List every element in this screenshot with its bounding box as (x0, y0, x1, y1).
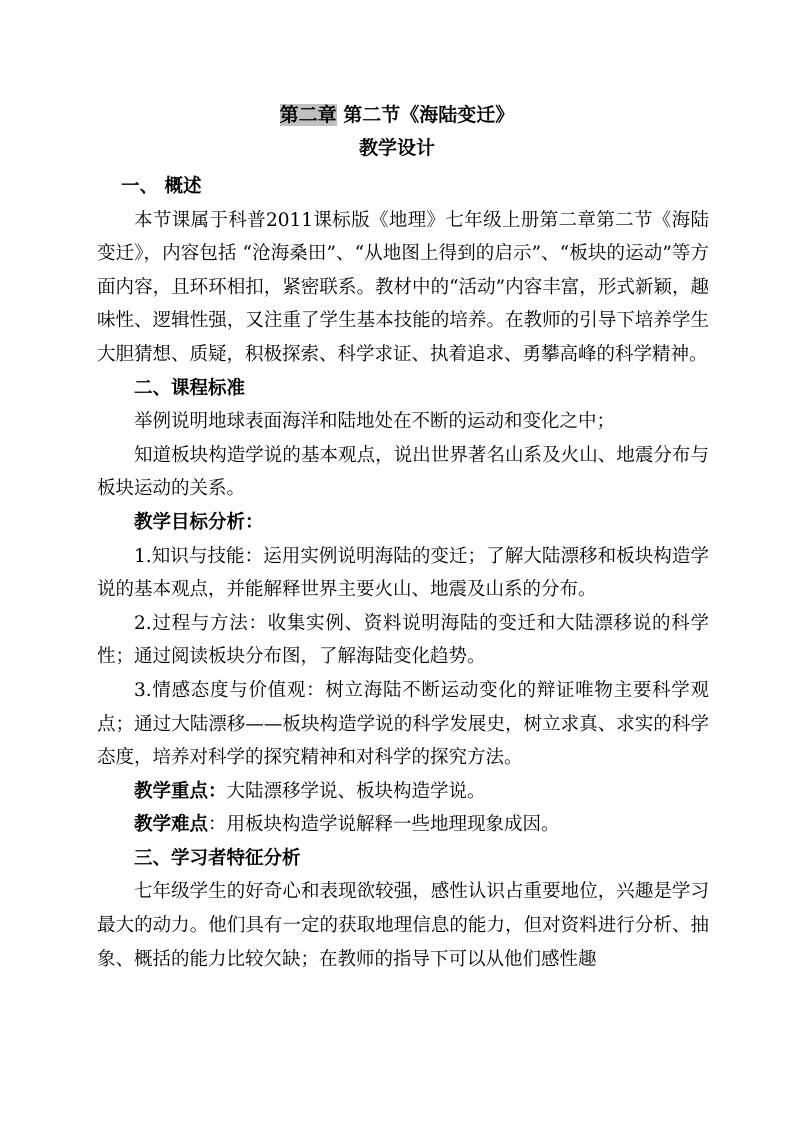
key-point-line (97, 775, 709, 809)
document-body (97, 170, 709, 976)
chapter-label: 第二章 (279, 104, 337, 126)
goal-item-2: 2.过程与方法：收集实例、资料说明海陆的变迁和大陆漂移说的科学性；通过阅读板块分布图，了解海陆变化趋势。 (97, 612, 709, 668)
standard-heading: 二、课程标准 (134, 377, 246, 399)
goal-item-1: 1.知识与技能：运用实例说明海陆的变迁；了解大陆漂移和板块构造学说的基本观点，并能解释世界主要火山、地震及山系的分布。 (97, 545, 709, 601)
key-point-label: 教学重点： (134, 780, 227, 802)
difficulty-text: ：用板块构造学说解释一些地理现象成因。 (208, 814, 560, 836)
document-title (0, 101, 794, 129)
difficulty-line (97, 808, 709, 842)
section-title: 第二节《海陆变迁》 (336, 104, 515, 126)
overview-paragraph: 本节课属于科普2011课标版《地理》七年级上册第二章第二节《海陆变迁》，内容包括 “沧海桑田”、“从地图上得到的启示”、“板块的运动”等方面内容，且环环相扣，紧密联系。教材中的“活动”内容丰富，形式新颖，趣味性、逻辑性强，又注重了学生基本技能的培养。在教师的引导下培养学生大胆猜想、质疑，积极探索、科学求证、执着追求、勇攀高峰的科学精神。 (97, 209, 709, 365)
learner-heading: 三、学习者特征分析 (134, 847, 301, 869)
goal-heading: 教学目标分析： (134, 511, 264, 533)
document-subtitle: 教学设计 (358, 137, 435, 159)
overview-heading: 一、 概述 (121, 176, 202, 197)
goal-item-3: 3.情感态度与价值观：树立海陆不断运动变化的辩证唯物主要科学观点；通过大陆漂移——板块构造学说的科学发展史，树立求真、求实的科学态度，培养对科学的探究精神和对科学的探究方法。 (97, 679, 709, 769)
learner-paragraph: 七年级学生的好奇心和表现欲较强，感性认识占重要地位，兴趣是学习最大的动力。他们具有一定的获取地理信息的能力，但对资料进行分析、抽象、概括的能力比较欠缺；在教师的指导下可以从他们感性趣 (97, 881, 709, 970)
standard-paragraph-2: 知道板块构造学说的基本观点，说出世界著名山系及火山、地震分布与板块运动的关系。 (97, 444, 709, 500)
standard-paragraph-1: 举例说明地球表面海洋和陆地处在不断的运动和变化之中； (134, 411, 616, 433)
key-point-text: 大陆漂移学说、板块构造学说。 (226, 780, 486, 802)
difficulty-label: 教学难点 (134, 814, 209, 836)
